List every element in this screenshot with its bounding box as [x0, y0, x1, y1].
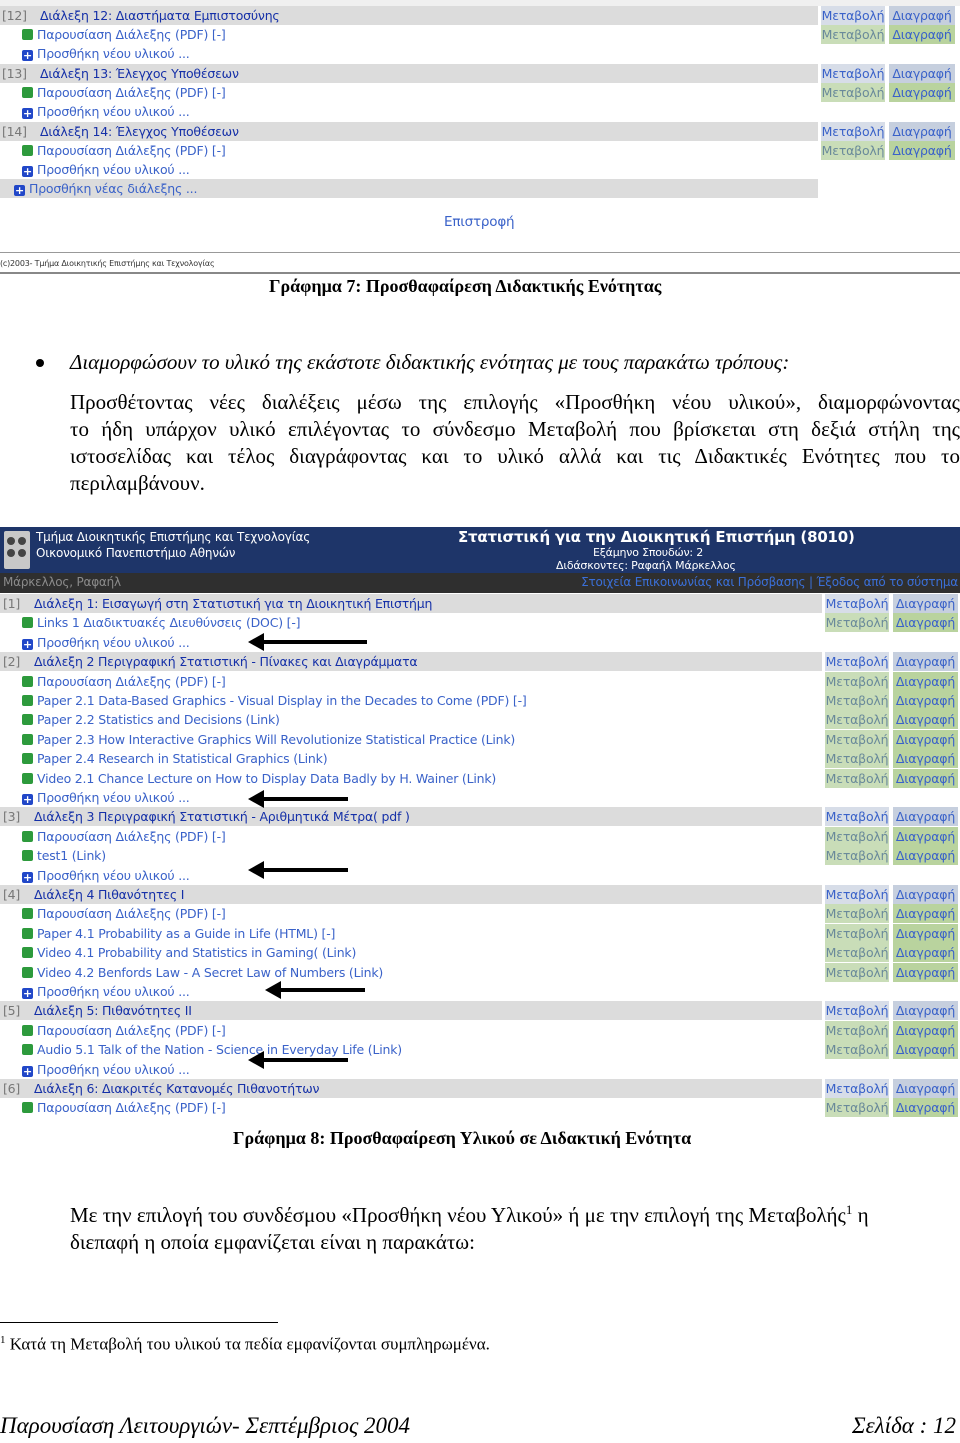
lecture-number: [14]	[2, 124, 27, 139]
file-icon	[22, 1044, 33, 1055]
lecture-title-link[interactable]: Διάλεξη 3 Περιγραφική Στατιστική - Αριθμητικά Μέτρα( pdf )	[34, 809, 410, 825]
material-link[interactable]	[22, 710, 280, 729]
delete-link[interactable]: Διαγραφή	[893, 1098, 958, 1117]
lecture-number: [12]	[2, 8, 27, 23]
lecture-number: [1]	[3, 596, 21, 611]
lecture-number: [3]	[3, 809, 21, 825]
screenshot-course-materials	[0, 527, 960, 1117]
material-row	[0, 924, 960, 943]
lecture-row	[0, 64, 960, 83]
edit-link[interactable]: Μεταβολή	[825, 809, 889, 825]
bullet-dot	[36, 359, 44, 367]
edit-link[interactable]: Μεταβολή	[825, 654, 889, 670]
caption-figure-8: Γράφημα 8: Προσθαφαίρεση Υλικού σε Διδακτική Ενότητα	[233, 1128, 692, 1148]
file-icon	[22, 87, 33, 98]
add-material-label: Προσθήκη νέου υλικού ...	[37, 790, 190, 805]
plus-icon: +	[14, 184, 25, 197]
delete-link[interactable]: Διαγραφή	[893, 846, 958, 865]
edit-link[interactable]: Μεταβολή	[821, 143, 885, 158]
delete-link[interactable]: Διαγραφή	[893, 672, 958, 691]
material-label: Video 2.1 Chance Lecture on How to Display Data Badly by H. Wainer (Link)	[37, 770, 497, 786]
expand-bracket[interactable]: [-]	[208, 1022, 226, 1038]
edit-link[interactable]: Μεταβολή	[825, 731, 889, 747]
expand-bracket[interactable]: [-]	[317, 925, 336, 941]
material-label: Παρουσίαση Διάλεξης (PDF)	[37, 673, 209, 689]
material-row	[0, 672, 960, 691]
edit-link[interactable]: Μεταβολή	[821, 85, 885, 100]
material-link[interactable]	[22, 25, 226, 44]
material-link[interactable]	[22, 904, 226, 923]
edit-link[interactable]: Μεταβολή	[825, 964, 889, 980]
para1-line-2: το ήδη υπάρχον υλικό επιλέγοντας το σύνδεσμο Μεταβολή που βρίσκεται στη δεξιά στήλη της	[70, 417, 960, 441]
material-label: Παρουσίαση Διάλεξης (PDF)	[37, 906, 209, 922]
lecture-number: [6]	[3, 1081, 21, 1096]
logo-dot-icon	[18, 537, 26, 545]
expand-bracket[interactable]: [-]	[282, 615, 301, 631]
delete-link[interactable]: Διαγραφή	[893, 1079, 958, 1098]
material-link[interactable]	[22, 827, 226, 846]
add-material-link[interactable]	[22, 160, 190, 179]
plus-icon: +	[22, 49, 33, 62]
delete-link[interactable]: Διαγραφή	[893, 710, 958, 729]
semester-label: Εξάμηνο Σπουδών: 2	[593, 546, 704, 559]
delete-link[interactable]: Διαγραφή	[889, 83, 955, 102]
edit-link[interactable]: Μεταβολή	[821, 66, 885, 81]
file-icon	[22, 734, 33, 745]
logo-dot-icon	[7, 549, 15, 557]
page-footer-right: Σελίδα : 12	[851, 1413, 956, 1438]
material-label: Παρουσίαση Διάλεξης (PDF)	[37, 1022, 209, 1038]
edit-link[interactable]: Μεταβολή	[821, 27, 885, 42]
material-link[interactable]	[22, 924, 335, 943]
university-logo	[4, 531, 30, 569]
edit-link[interactable]: Μεταβολή	[825, 596, 889, 611]
edit-link[interactable]: Μεταβολή	[825, 848, 889, 864]
add-lecture-link[interactable]: + Προσθήκη νέας διάλεξης ...	[14, 181, 198, 197]
file-icon	[22, 908, 33, 919]
material-label: Paper 2.2 Statistics and Decisions (Link)	[37, 712, 280, 728]
file-icon	[22, 29, 33, 40]
lecture-title-link[interactable]: Διάλεξη 13: Έλεγχος Υποθέσεων	[40, 66, 239, 81]
lecture-title-link[interactable]: Διάλεξη 12: Διαστήματα Εμπιστοσύνης	[40, 8, 280, 23]
delete-link[interactable]: Διαγραφή	[893, 652, 958, 671]
material-label: Paper 2.1 Data-Based Graphics - Visual Display in the Decades to Come (PDF)	[37, 693, 510, 708]
material-row	[0, 83, 960, 102]
delete-link[interactable]: Διαγραφή	[893, 613, 958, 632]
lecture-title-link[interactable]: Διάλεξη 2 Περιγραφική Στατιστική - Πίνακες και Διαγράμματα	[34, 654, 418, 670]
plus-icon: +	[22, 637, 33, 651]
plus-icon: +	[22, 1064, 33, 1078]
add-material-label: Προσθήκη νέου υλικού ...	[37, 104, 190, 119]
file-icon	[22, 947, 33, 958]
page-footer-left: Παρουσίαση Λειτουργιών- Σεπτέμβριος 2004	[0, 1413, 411, 1438]
material-label: Παρουσίαση Διάλεξης (PDF)	[37, 828, 209, 844]
file-icon	[22, 695, 33, 706]
edit-link[interactable]: Μεταβολή	[825, 1081, 889, 1096]
back-link[interactable]: Επιστροφή	[444, 214, 515, 230]
file-icon	[22, 831, 33, 842]
edit-link[interactable]: Μεταβολή	[825, 945, 889, 961]
delete-link[interactable]: Διαγραφή	[893, 943, 958, 962]
material-label: Video 4.1 Probability and Statistics in Gaming( (Link)	[37, 945, 357, 961]
plus-icon: +	[22, 793, 33, 806]
ss1-divider	[0, 252, 960, 253]
delete-link[interactable]: Διαγραφή	[893, 1021, 958, 1040]
delete-link[interactable]: Διαγραφή	[893, 827, 958, 846]
delete-link[interactable]: Διαγραφή	[889, 64, 955, 83]
arrow-pointer	[262, 797, 348, 801]
material-row	[0, 25, 960, 44]
material-row	[0, 827, 960, 846]
delete-link[interactable]: Διαγραφή	[893, 749, 958, 768]
lecture-number: [4]	[3, 887, 21, 902]
expand-bracket[interactable]: [-]	[208, 27, 226, 42]
plus-icon: +	[22, 870, 33, 884]
lecture-row	[0, 1001, 960, 1020]
ss1-bottom-rule	[0, 272, 960, 274]
logo-dot-icon	[7, 537, 15, 545]
material-row	[0, 710, 960, 729]
material-link[interactable]	[22, 769, 496, 788]
lecture-title-link[interactable]: Διάλεξη 4 Πιθανότητες I	[34, 887, 185, 902]
material-row	[0, 769, 960, 788]
delete-link[interactable]: Διαγραφή	[893, 885, 958, 904]
material-row	[0, 1021, 960, 1040]
plus-icon: +	[22, 165, 33, 178]
lecture-number: [5]	[3, 1003, 21, 1019]
ss1-footer: (c)2003- Τμήμα Διοικητικής Επιστήμης και Τεχνολογίας	[0, 259, 215, 268]
delete-link[interactable]: Διαγραφή	[889, 141, 955, 160]
material-label: Paper 2.4 Research in Statistical Graphics (Link)	[37, 751, 328, 767]
edit-link[interactable]: Μεταβολή	[825, 1100, 889, 1116]
material-link[interactable]	[22, 83, 226, 102]
add-material-label: Προσθήκη νέου υλικού ...	[37, 162, 190, 177]
edit-link[interactable]: Μεταβολή	[825, 1003, 889, 1019]
delete-link[interactable]: Διαγραφή	[893, 594, 958, 613]
add-material-link[interactable]	[22, 1060, 190, 1079]
edit-link[interactable]: Μεταβολή	[821, 124, 885, 139]
material-label: Παρουσίαση Διάλεξης (PDF)	[37, 1100, 209, 1116]
material-link[interactable]	[22, 963, 383, 982]
course-header	[0, 527, 960, 573]
department-name: Τμήμα Διοικητικής Επιστήμης και Τεχνολογίας	[36, 530, 311, 544]
add-material-link[interactable]	[22, 102, 190, 121]
lecture-row	[0, 594, 960, 613]
material-link[interactable]	[22, 691, 527, 710]
arrow-pointer	[262, 868, 348, 872]
add-material-label: Προσθήκη νέου υλικού ...	[37, 984, 190, 999]
file-icon	[22, 1025, 33, 1036]
expand-bracket[interactable]: [-]	[208, 906, 226, 922]
material-label: Video 4.2 Benfords Law - A Secret Law of Numbers (Link)	[37, 964, 384, 980]
material-row	[0, 141, 960, 160]
file-icon	[22, 928, 33, 939]
bullet-text: Διαμορφώσουν το υλικό της εκάστοτε διδακτικής ενότητας με τους παρακάτω τρόπους:	[70, 350, 790, 374]
material-row	[0, 730, 960, 749]
para2-line-2: διεπαφή η οποία εμφανίζεται είναι η παρακάτω:	[70, 1230, 475, 1254]
para2-line-1: Με την επιλογή του συνδέσμου «Προσθήκη νέου Υλικού» ή με την επιλογή της Μεταβολής$^1$ η	[70, 1202, 869, 1227]
footnote: $^1$ Κατά τη Μεταβολή του υλικού τα πεδία εμφανίζονται συμπληρωμένα.	[0, 1334, 490, 1354]
expand-bracket[interactable]: [-]	[208, 143, 226, 158]
material-row	[0, 749, 960, 768]
lecture-title-link[interactable]: Διάλεξη 14: Έλεγχος Υποθέσεων	[40, 124, 239, 139]
edit-link[interactable]: Μεταβολή	[825, 887, 889, 902]
material-link[interactable]	[22, 141, 226, 160]
edit-link[interactable]: Μεταβολή	[825, 828, 889, 844]
plus-icon: +	[22, 987, 33, 1000]
screenshot-lecture-admin	[0, 0, 960, 275]
edit-link[interactable]: Μεταβολή	[825, 1042, 889, 1058]
material-link[interactable]	[22, 1040, 402, 1059]
delete-link[interactable]: Διαγραφή	[889, 25, 955, 44]
delete-link[interactable]: Διαγραφή	[893, 1040, 958, 1059]
lecture-row	[0, 1079, 960, 1098]
edit-link[interactable]: Μεταβολή	[825, 925, 889, 941]
delete-link[interactable]: Διαγραφή	[893, 904, 958, 923]
add-material-label: Προσθήκη νέου υλικού ...	[37, 46, 190, 61]
edit-link[interactable]: Μεταβολή	[821, 8, 885, 23]
expand-bracket[interactable]: [-]	[208, 85, 226, 100]
material-link[interactable]	[22, 613, 300, 632]
delete-link[interactable]: Διαγραφή	[893, 807, 958, 826]
material-link[interactable]	[22, 1021, 226, 1040]
lecture-row	[0, 122, 960, 141]
delete-link[interactable]: Διαγραφή	[893, 924, 958, 943]
file-icon	[22, 676, 33, 687]
file-icon	[22, 850, 33, 861]
material-label: Παρουσίαση Διάλεξης (PDF)	[37, 85, 209, 100]
expand-bracket[interactable]: [-]	[208, 673, 226, 689]
file-icon	[22, 714, 33, 725]
expand-bracket[interactable]: [-]	[509, 693, 527, 708]
paragraph-2	[70, 1196, 960, 1256]
material-row	[0, 1098, 960, 1117]
material-link[interactable]	[22, 1098, 226, 1117]
file-icon	[22, 1102, 33, 1113]
material-row	[0, 691, 960, 710]
footnote-rule	[0, 1322, 278, 1323]
edit-link[interactable]: Μεταβολή	[825, 673, 889, 689]
edit-link[interactable]: Μεταβολή	[825, 770, 889, 786]
material-row	[0, 904, 960, 923]
delete-link[interactable]: Διαγραφή	[893, 1001, 958, 1020]
material-label: Paper 2.3 How Interactive Graphics Will Revolutionize Statistical Practice (Link)	[37, 731, 516, 747]
lecture-row	[0, 885, 960, 904]
delete-link[interactable]: Διαγραφή	[889, 6, 955, 25]
nav-links[interactable]: Στοιχεία Επικοινωνίας και Πρόσβασης | Έξοδος από το σύστημα	[581, 575, 958, 589]
para1-line-3: ιστοσελίδας και τέλος διαγράφοντας και το υλικό αλλά και τις Διδακτικές Ενότητες που το	[70, 444, 960, 468]
edit-link[interactable]: Μεταβολή	[825, 712, 889, 728]
lecture-title-link[interactable]: Διάλεξη 5: Πιθανότητες II	[34, 1003, 192, 1019]
expand-bracket[interactable]: [-]	[208, 828, 226, 844]
edit-link[interactable]: Μεταβολή	[825, 751, 889, 767]
lecture-title-link[interactable]: Διάλεξη 6: Διακριτές Κατανομές Πιθανοτήτων	[34, 1081, 320, 1096]
file-icon	[22, 617, 33, 628]
instructors-label: Διδάσκοντες: Ραφαήλ Μάρκελλος	[556, 559, 736, 572]
material-label: test1 (Link)	[37, 848, 106, 864]
material-label: Links 1 Διαδικτυακές Διευθύνσεις (DOC)	[37, 615, 283, 631]
user-nav-bar	[0, 573, 960, 593]
material-link[interactable]	[22, 943, 356, 962]
logo-dot-icon	[18, 549, 26, 557]
add-material-label: Προσθήκη νέου υλικού ...	[37, 867, 190, 883]
delete-link[interactable]: Διαγραφή	[889, 122, 955, 141]
delete-link[interactable]: Διαγραφή	[893, 691, 958, 710]
expand-bracket[interactable]: [-]	[208, 1100, 226, 1116]
add-material-link[interactable]	[22, 866, 190, 885]
material-link[interactable]	[22, 730, 515, 749]
edit-link[interactable]: Μεταβολή	[825, 693, 889, 708]
delete-link[interactable]: Διαγραφή	[893, 730, 958, 749]
arrow-pointer	[279, 988, 365, 992]
material-link[interactable]	[22, 846, 106, 865]
material-row	[0, 963, 960, 982]
edit-link[interactable]: Μεταβολή	[825, 615, 889, 631]
caption-figure-7: Γράφημα 7: Προσθαφαίρεση Διδακτικής Ενότητας	[269, 276, 662, 296]
add-material-link[interactable]	[22, 982, 190, 1001]
user-name: Μάρκελλος, Ραφαήλ	[3, 575, 121, 589]
plus-icon: +	[22, 107, 33, 120]
university-name: Οικονομικό Πανεπιστήμιο Αθηνών	[36, 546, 236, 560]
lecture-number: [2]	[3, 654, 21, 670]
material-row	[0, 1040, 960, 1059]
material-label: Paper 4.1 Probability as a Guide in Life (HTML)	[37, 925, 318, 941]
lecture-row	[0, 807, 960, 826]
file-icon	[22, 753, 33, 764]
edit-link[interactable]: Μεταβολή	[825, 906, 889, 922]
lecture-title-link[interactable]: Διάλεξη 1: Εισαγωγή στη Στατιστική για τη Διοικητική Επιστήμη	[34, 596, 433, 611]
add-material-link[interactable]	[22, 788, 190, 807]
material-link[interactable]	[22, 672, 226, 691]
para1-line-1: Προσθέτοντας νέες διαλέξεις μέσω της επιλογής «Προσθήκη νέου υλικού», διαμορφώνοντας	[70, 390, 960, 414]
course-title: Στατιστική για την Διοικητική Επιστήμη (8010)	[458, 528, 855, 546]
add-material-link[interactable]	[22, 633, 190, 652]
delete-link[interactable]: Διαγραφή	[893, 963, 958, 982]
add-material-link[interactable]	[22, 44, 190, 63]
add-material-label: Προσθήκη νέου υλικού ...	[37, 1061, 190, 1077]
material-label: Audio 5.1 Talk of the Nation - Science in Everyday Life (Link)	[37, 1042, 402, 1058]
lecture-row	[0, 652, 960, 671]
material-row	[0, 943, 960, 962]
lecture-row	[0, 6, 960, 25]
lecture-number: [13]	[2, 66, 27, 81]
arrow-pointer	[262, 640, 367, 644]
file-icon	[22, 145, 33, 156]
material-row	[0, 846, 960, 865]
material-link[interactable]	[22, 749, 327, 768]
material-row	[0, 613, 960, 632]
add-lecture-row	[0, 179, 818, 198]
material-label: Παρουσίαση Διάλεξης (PDF)	[37, 27, 209, 42]
para1-line-4: περιλαμβάνουν.	[70, 471, 205, 495]
arrow-pointer	[262, 1058, 348, 1062]
paragraph-1	[70, 389, 960, 497]
edit-link[interactable]: Μεταβολή	[825, 1022, 889, 1038]
material-label: Παρουσίαση Διάλεξης (PDF)	[37, 143, 209, 158]
delete-link[interactable]: Διαγραφή	[893, 769, 958, 788]
file-icon	[22, 967, 33, 978]
add-material-label: Προσθήκη νέου υλικού ...	[37, 634, 190, 650]
file-icon	[22, 773, 33, 784]
